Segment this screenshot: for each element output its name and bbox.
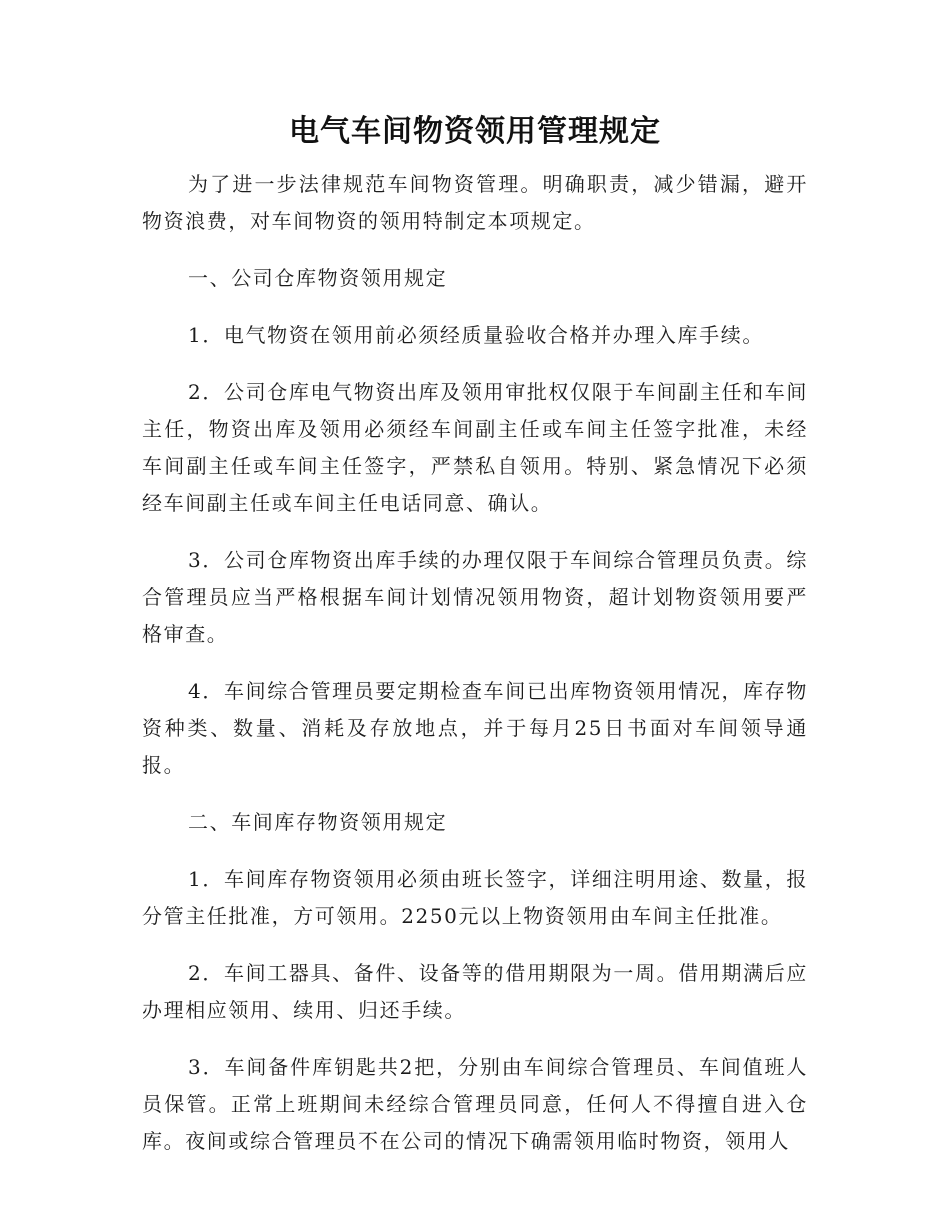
document-body bbox=[142, 166, 808, 1160]
section-1-item-1: 1．电气物资在领用前必须经质量验收合格并办理入库手续。 bbox=[188, 323, 764, 347]
section-2-item-1: 1．车间库存物资领用必须由班长签字，详细注明用途、数量，报分管主任批准，方可领用。2250元以上物资领用由车间主任批准。 bbox=[142, 867, 808, 928]
section-1-item-3: 3．公司仓库物资出库手续的办理仅限于车间综合管理员负责。综合管理员应当严格根据车间计划情况领用物资，超计划物资领用要严格审查。 bbox=[142, 548, 808, 646]
section-1-heading: 一、公司仓库物资领用规定 bbox=[188, 266, 448, 290]
document-title: 电气车间物资领用管理规定 bbox=[289, 114, 661, 149]
intro-paragraph: 为了进一步法律规范车间物资管理。明确职责，减少错漏，避开物资浪费，对车间物资的领用特制定本项规定。 bbox=[142, 172, 808, 233]
section-2-item-3: 3．车间备件库钥匙共2把，分别由车间综合管理员、车间值班人员保管。正常上班期间未经综合管理员同意，任何人不得擅自进入仓库。夜间或综合管理员不在公司的情况下确需领用临时物资，领用人 bbox=[142, 1055, 808, 1153]
section-2-item-2: 2．车间工器具、备件、设备等的借用期限为一周。借用期满后应办理相应领用、续用、归还手续。 bbox=[142, 961, 808, 1022]
section-1-item-4: 4．车间综合管理员要定期检查车间已出库物资领用情况，库存物资种类、数量、消耗及存放地点，并于每月25日书面对车间领导通报。 bbox=[142, 679, 808, 777]
section-1-item-2: 2．公司仓库电气物资出库及领用审批权仅限于车间副主任和车间主任，物资出库及领用必须经车间副主任或车间主任签字批准，未经车间副主任或车间主任签字，严禁私自领用。特别、紧急情况下必须经车间副主任或车间主任电话同意、确认。 bbox=[142, 380, 808, 515]
section-2-heading: 二、车间库存物资领用规定 bbox=[188, 810, 448, 834]
